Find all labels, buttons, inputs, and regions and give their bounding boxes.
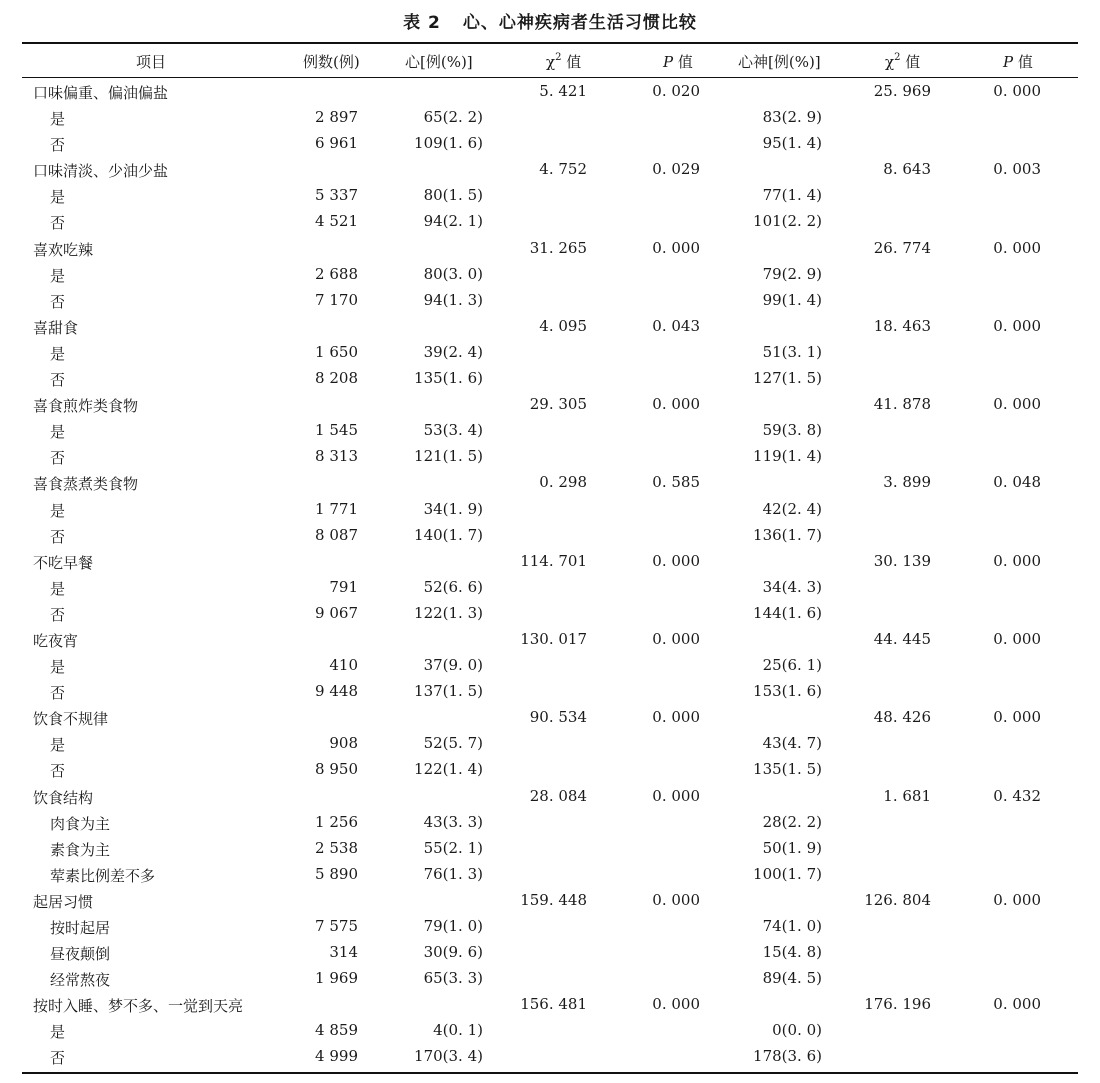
cell-item: 是 — [50, 658, 66, 677]
table-subrow — [0, 288, 1100, 314]
cell-chi-square-1: 159. 448 — [520, 890, 587, 909]
cell-p-value-1: 0. 000 — [652, 890, 700, 909]
cell-item: 否 — [50, 762, 66, 781]
table-subrow — [0, 940, 1100, 966]
cell-p-value-2: 0. 000 — [993, 551, 1041, 570]
table-row — [0, 888, 1100, 914]
table-subrow — [0, 914, 1100, 940]
cell-chi-square-1: 31. 265 — [529, 238, 587, 257]
cell-p-value-1: 0. 000 — [652, 629, 700, 648]
header-mind: 心神[例(%)] — [738, 53, 821, 71]
header-p-value-1: P 值 — [663, 53, 693, 71]
cell-count: 1 545 — [315, 421, 358, 440]
cell-p-value-2: 0. 000 — [993, 316, 1041, 335]
cell-item: 是 — [50, 423, 66, 442]
cell-chi-square-1: 90. 534 — [529, 708, 587, 727]
cell-p-value-2: 0. 000 — [993, 629, 1041, 648]
cell-count: 791 — [329, 577, 358, 596]
cell-count: 4 521 — [315, 212, 358, 231]
table-caption — [0, 8, 1100, 33]
cell-p-value-2: 0. 048 — [993, 473, 1041, 492]
cell-heart: 53(3. 4) — [423, 421, 483, 440]
cell-item: 昼夜颠倒 — [50, 945, 111, 964]
bottom-rule — [22, 1072, 1078, 1074]
table-row — [0, 784, 1100, 810]
cell-heart: 37(9. 0) — [423, 656, 483, 675]
cell-heart: 65(2. 2) — [423, 108, 483, 127]
table-row — [0, 79, 1100, 105]
cell-item: 是 — [50, 188, 66, 207]
cell-mind: 77(1. 4) — [762, 186, 822, 205]
cell-heart: 94(1. 3) — [423, 290, 483, 309]
cell-item: 经常熬夜 — [50, 971, 111, 990]
cell-heart: 65(3. 3) — [423, 969, 483, 988]
cell-item: 按时起居 — [50, 919, 111, 937]
cell-count: 314 — [329, 943, 358, 962]
cell-count: 410 — [329, 656, 358, 675]
cell-item: 起居习惯 — [33, 892, 94, 911]
cell-mind: 99(1. 4) — [762, 290, 822, 309]
cell-p-value-1: 0. 000 — [652, 238, 700, 257]
cell-mind: 43(4. 7) — [762, 734, 822, 753]
cell-heart: 80(1. 5) — [423, 186, 483, 205]
cell-mind: 28(2. 2) — [762, 812, 822, 831]
table-row — [0, 157, 1100, 183]
cell-item: 喜甜食 — [33, 318, 79, 337]
cell-item: 是 — [50, 266, 66, 285]
table-subrow — [0, 340, 1100, 366]
cell-mind: 42(2. 4) — [762, 499, 822, 518]
cell-heart: 140(1. 7) — [414, 525, 483, 544]
cell-mind: 119(1. 4) — [753, 447, 822, 466]
cell-item: 按时入睡、梦不多、一觉到天亮 — [33, 997, 244, 1016]
header-chi-square-1: $\chi^2$ 值 — [546, 52, 582, 71]
table-row — [0, 992, 1100, 1018]
cell-count: 1 771 — [315, 499, 358, 518]
cell-p-value-1: 0. 585 — [652, 473, 700, 492]
cell-count: 8 950 — [315, 760, 358, 779]
cell-count: 2 538 — [315, 838, 358, 857]
cell-count: 9 448 — [315, 682, 358, 701]
cell-mind: 50(1. 9) — [762, 838, 822, 857]
cell-item: 否 — [50, 527, 66, 546]
cell-item: 否 — [50, 136, 66, 155]
cell-mind: 135(1. 5) — [753, 760, 822, 779]
cell-chi-square-1: 28. 084 — [529, 786, 587, 805]
cell-count: 8 087 — [315, 525, 358, 544]
table-header — [0, 48, 1100, 74]
cell-item: 喜食煎炸类食物 — [33, 397, 139, 416]
cell-item: 是 — [50, 736, 66, 755]
cell-item: 口味偏重、偏油偏盐 — [33, 84, 169, 102]
cell-heart: 30(9. 6) — [423, 943, 483, 962]
cell-p-value-1: 0. 000 — [652, 551, 700, 570]
table-subrow — [0, 497, 1100, 523]
cell-item: 否 — [50, 684, 66, 703]
cell-count: 5 890 — [315, 864, 358, 883]
cell-item: 饮食不规律 — [33, 710, 109, 729]
header-item: 项目 — [136, 53, 167, 71]
cell-chi-square-1: 5. 421 — [539, 82, 587, 100]
cell-count: 4 859 — [315, 1021, 358, 1040]
table-subrow — [0, 418, 1100, 444]
cell-heart: 34(1. 9) — [423, 499, 483, 518]
cell-item: 是 — [50, 501, 66, 520]
cell-mind: 178(3. 6) — [753, 1047, 822, 1066]
cell-item: 口味清淡、少油少盐 — [33, 162, 169, 181]
cell-p-value-1: 0. 043 — [652, 316, 700, 335]
table-number: 表 2 — [403, 13, 441, 33]
cell-count: 908 — [329, 734, 358, 753]
table-subrow — [0, 131, 1100, 157]
cell-item: 喜欢吃辣 — [33, 240, 94, 259]
cell-mind: 34(4. 3) — [762, 577, 822, 596]
cell-count: 2 688 — [315, 264, 358, 283]
cell-chi-square-2: 176. 196 — [864, 995, 931, 1014]
cell-chi-square-1: 130. 017 — [520, 629, 587, 648]
cell-chi-square-2: 25. 969 — [873, 82, 931, 100]
cell-heart: 55(2. 1) — [423, 838, 483, 857]
cell-count: 6 961 — [315, 134, 358, 153]
cell-chi-square-2: 126. 804 — [864, 890, 931, 909]
cell-item: 荤素比例差不多 — [50, 866, 156, 885]
cell-count: 1 969 — [315, 969, 358, 988]
table-subrow — [0, 183, 1100, 209]
cell-count: 1 256 — [315, 812, 358, 831]
cell-count: 8 208 — [315, 369, 358, 388]
cell-chi-square-2: 3. 899 — [883, 473, 931, 492]
header-chi-square-2: $\chi^2$ 值 — [885, 52, 921, 71]
cell-chi-square-1: 4. 752 — [539, 160, 587, 179]
table-subrow — [0, 262, 1100, 288]
cell-count: 7 575 — [315, 917, 358, 935]
table-subrow — [0, 836, 1100, 862]
cell-p-value-2: 0. 000 — [993, 708, 1041, 727]
table-title: 心、心神疾病者生活习惯比较 — [462, 13, 697, 33]
cell-p-value-1: 0. 000 — [652, 395, 700, 414]
cell-heart: 52(6. 6) — [423, 577, 483, 596]
cell-item: 是 — [50, 344, 66, 363]
cell-item: 否 — [50, 449, 66, 468]
header-heart: 心[例(%)] — [405, 53, 473, 71]
cell-heart: 43(3. 3) — [423, 812, 483, 831]
cell-item: 肉食为主 — [50, 814, 111, 833]
cell-count: 1 650 — [315, 342, 358, 361]
table-body — [0, 79, 1100, 1071]
cell-item: 是 — [50, 110, 66, 129]
cell-item: 吃夜宵 — [33, 631, 79, 650]
cell-chi-square-2: 8. 643 — [883, 160, 931, 179]
cell-mind: 59(3. 8) — [762, 421, 822, 440]
cell-mind: 127(1. 5) — [753, 369, 822, 388]
cell-p-value-1: 0. 000 — [652, 995, 700, 1014]
cell-chi-square-2: 30. 139 — [873, 551, 931, 570]
cell-mind: 51(3. 1) — [762, 342, 822, 361]
cell-item: 否 — [50, 371, 66, 390]
cell-p-value-2: 0. 000 — [993, 82, 1041, 100]
table-subrow — [0, 757, 1100, 783]
cell-item: 饮食结构 — [33, 788, 94, 807]
table-subrow — [0, 105, 1100, 131]
cell-p-value-2: 0. 000 — [993, 238, 1041, 257]
cell-mind: 25(6. 1) — [762, 656, 822, 675]
table-subrow — [0, 679, 1100, 705]
table-subrow — [0, 366, 1100, 392]
cell-mind: 95(1. 4) — [762, 134, 822, 153]
cell-heart: 76(1. 3) — [423, 864, 483, 883]
cell-heart: 122(1. 3) — [414, 603, 483, 622]
cell-heart: 94(2. 1) — [423, 212, 483, 231]
cell-count: 8 313 — [315, 447, 358, 466]
table-row — [0, 627, 1100, 653]
cell-mind: 100(1. 7) — [753, 864, 822, 883]
table-subrow — [0, 601, 1100, 627]
cell-mind: 101(2. 2) — [753, 212, 822, 231]
cell-chi-square-2: 48. 426 — [873, 708, 931, 727]
cell-chi-square-2: 26. 774 — [873, 238, 931, 257]
table-row — [0, 549, 1100, 575]
cell-mind: 136(1. 7) — [753, 525, 822, 544]
cell-chi-square-1: 29. 305 — [529, 395, 587, 414]
table-subrow — [0, 966, 1100, 992]
cell-mind: 15(4. 8) — [762, 943, 822, 962]
top-rule — [22, 42, 1078, 44]
cell-chi-square-2: 44. 445 — [873, 629, 931, 648]
table-subrow — [0, 575, 1100, 601]
cell-item: 不吃早餐 — [33, 553, 94, 572]
cell-count: 5 337 — [315, 186, 358, 205]
table-subrow — [0, 810, 1100, 836]
cell-p-value-2: 0. 000 — [993, 995, 1041, 1014]
cell-chi-square-2: 18. 463 — [873, 316, 931, 335]
cell-heart: 109(1. 6) — [414, 134, 483, 153]
cell-item: 是 — [50, 1023, 66, 1042]
cell-item: 否 — [50, 1049, 66, 1068]
cell-mind: 83(2. 9) — [762, 108, 822, 127]
header-count: 例数(例) — [303, 53, 360, 71]
cell-heart: 121(1. 5) — [414, 447, 483, 466]
table-row — [0, 705, 1100, 731]
table-row — [0, 314, 1100, 340]
cell-mind: 0(0. 0) — [772, 1021, 822, 1040]
cell-heart: 170(3. 4) — [414, 1047, 483, 1066]
cell-p-value-1: 0. 029 — [652, 160, 700, 179]
table-subrow — [0, 444, 1100, 470]
header-rule — [22, 77, 1078, 78]
table-subrow — [0, 862, 1100, 888]
cell-item: 否 — [50, 292, 66, 311]
table-row — [0, 236, 1100, 262]
cell-mind: 74(1. 0) — [762, 917, 822, 935]
table-subrow — [0, 731, 1100, 757]
table-subrow — [0, 1044, 1100, 1070]
cell-heart: 122(1. 4) — [414, 760, 483, 779]
cell-heart: 4(0. 1) — [433, 1021, 483, 1040]
cell-heart: 79(1. 0) — [423, 917, 483, 935]
table-subrow — [0, 653, 1100, 679]
cell-count: 4 999 — [315, 1047, 358, 1066]
table-subrow — [0, 1018, 1100, 1044]
cell-mind: 153(1. 6) — [753, 682, 822, 701]
cell-heart: 52(5. 7) — [423, 734, 483, 753]
cell-count: 9 067 — [315, 603, 358, 622]
cell-p-value-2: 0. 000 — [993, 395, 1041, 414]
cell-p-value-2: 0. 003 — [993, 160, 1041, 179]
cell-p-value-1: 0. 000 — [652, 708, 700, 727]
cell-mind: 79(2. 9) — [762, 264, 822, 283]
cell-p-value-2: 0. 000 — [993, 890, 1041, 909]
cell-heart: 39(2. 4) — [423, 342, 483, 361]
cell-heart: 137(1. 5) — [414, 682, 483, 701]
table-subrow — [0, 523, 1100, 549]
cell-count: 2 897 — [315, 108, 358, 127]
cell-p-value-1: 0. 000 — [652, 786, 700, 805]
header-p-value-2: P 值 — [1003, 53, 1033, 71]
cell-mind: 144(1. 6) — [753, 603, 822, 622]
cell-heart: 80(3. 0) — [423, 264, 483, 283]
cell-item: 喜食蒸煮类食物 — [33, 475, 139, 494]
cell-chi-square-1: 156. 481 — [520, 995, 587, 1014]
table-subrow — [0, 209, 1100, 235]
cell-chi-square-1: 4. 095 — [539, 316, 587, 335]
cell-chi-square-2: 1. 681 — [883, 786, 931, 805]
cell-mind: 89(4. 5) — [762, 969, 822, 988]
cell-heart: 135(1. 6) — [414, 369, 483, 388]
cell-item: 否 — [50, 605, 66, 624]
cell-p-value-1: 0. 020 — [652, 82, 700, 100]
cell-chi-square-1: 0. 298 — [539, 473, 587, 492]
cell-item: 素食为主 — [50, 840, 111, 859]
cell-chi-square-2: 41. 878 — [873, 395, 931, 414]
cell-chi-square-1: 114. 701 — [520, 551, 587, 570]
cell-p-value-2: 0. 432 — [993, 786, 1041, 805]
table-row — [0, 392, 1100, 418]
table-row — [0, 470, 1100, 496]
cell-item: 否 — [50, 214, 66, 233]
cell-count: 7 170 — [315, 290, 358, 309]
cell-item: 是 — [50, 579, 66, 598]
